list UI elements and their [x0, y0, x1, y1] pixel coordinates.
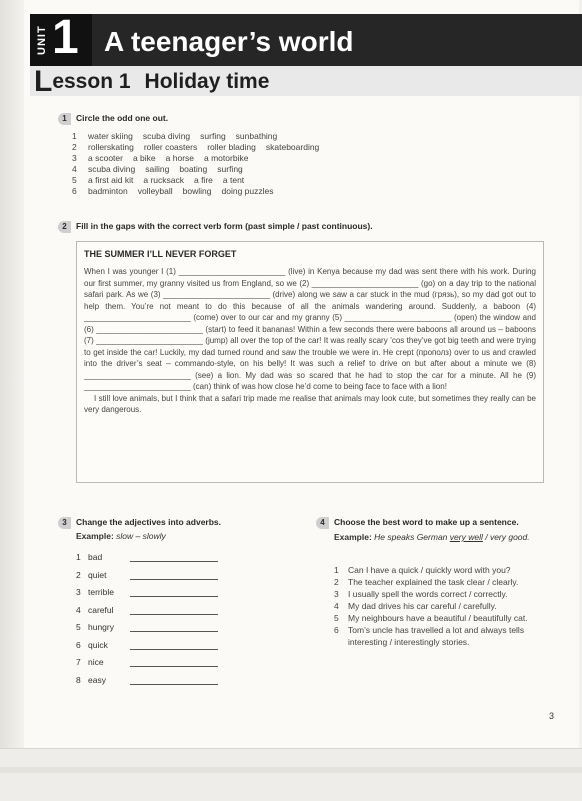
story-paragraph: When I was younger I (1) ________________________ (live) in Kenya because my dad was sent there with his work. During our first summer, my granny visited us from England, so we (2) ________________________ (go) on a day trip to the national safari park. As we (3) ________________________ (drive) along we saw a car stuck in the mud (грязь), so my dad got out to help them. You’re not meant to do this because of all the animals wandering around. Suddenly, a baboon (4) ________________________ (come) over to our car and my granny (5) ________________________ (open) the window and (6) ________________________ (start) to feed it bananas! Within a few seconds there were baboons all around us – baboons (7) ________________________ (jump) all over the top of the car! It was really scary ’cos they’ve got big teeth and were trying to get inside the car! Luckily, my dad turned round and saw the trouble we were in. He crept (прополз) over to us and crawled into the driver’s seat – commando-style, on his belly! It was such a relief to drive on but after about a minute we (8) ________________________ (see) a lion. My dad was so scared that he had to stop the car for a minute. All he (9) ________________________ (can) think of was how close he’d come to being face to face with a lion! — [84, 267, 536, 391]
adverb-item — [76, 621, 114, 633]
page-number: 3 — [549, 711, 555, 721]
word-option[interactable]: skateboarding — [265, 142, 320, 152]
answer-line[interactable] — [130, 684, 218, 685]
odd-one-out-row — [72, 186, 329, 197]
example-text: slow – slowly — [116, 531, 166, 541]
word-option[interactable]: a fire — [193, 175, 213, 185]
odd-one-out-row — [72, 175, 329, 186]
adjective: easy — [88, 674, 106, 685]
row-number: 4 — [72, 164, 77, 174]
unit-title: A teenager’s world — [104, 26, 354, 57]
odd-one-out-row — [72, 142, 329, 153]
adjective: nice — [88, 657, 104, 667]
adverb-item — [76, 551, 102, 563]
row-number: 3 — [72, 153, 77, 163]
story-paragraph: I still love animals, but I think that a safari trip made me realise that animals may look cute, but sometimes they really can be very dangerous. — [84, 393, 536, 414]
exercise-instruction: Choose the best word to make up a sentence. — [334, 517, 519, 527]
item-number: 8 — [76, 674, 81, 685]
item-number: 3 — [76, 587, 81, 597]
row-number: 2 — [72, 142, 77, 152]
answer-line[interactable] — [130, 631, 218, 632]
exercise-3-heading — [58, 516, 221, 529]
word-option[interactable]: surfing — [200, 131, 226, 141]
item-number: 3 — [334, 589, 339, 599]
sentence-text[interactable]: My dad drives his car careful / carefully. — [348, 601, 497, 611]
word-option[interactable]: roller coasters — [143, 142, 198, 152]
adverb-item — [76, 586, 114, 598]
item-number: 5 — [76, 622, 81, 632]
item-number: 2 — [76, 569, 81, 580]
word-option[interactable]: a rucksack — [143, 175, 184, 185]
adjective: quiet — [88, 569, 107, 580]
word-option[interactable]: rollerskating — [88, 142, 134, 152]
adverb-item — [76, 569, 106, 581]
answer-line[interactable] — [130, 579, 218, 580]
word-option[interactable]: doing puzzles — [221, 186, 274, 196]
sentence-item — [334, 612, 548, 624]
adjective: hungry — [88, 622, 114, 632]
word-option[interactable]: a first aid kit — [88, 175, 134, 185]
page-bottom-edge — [0, 748, 582, 801]
example-prefix: He speaks German — [374, 532, 448, 542]
answer-line[interactable] — [130, 614, 218, 615]
sentence-item — [334, 576, 548, 588]
word-option[interactable]: a scooter — [88, 153, 123, 163]
adjective: terrible — [88, 587, 114, 597]
answer-line[interactable] — [130, 666, 218, 667]
word-option[interactable]: a bike — [132, 153, 156, 163]
lesson-initial: L — [34, 65, 53, 98]
adverb-item — [76, 604, 114, 616]
word-option[interactable]: sunbathing — [235, 131, 278, 141]
word-option[interactable]: surfing — [217, 164, 243, 174]
word-option[interactable]: badminton — [88, 186, 128, 196]
sentence-text[interactable]: Tom’s uncle has travelled a lot and always tells interesting / interestingly stories. — [348, 625, 525, 647]
item-number: 4 — [334, 601, 339, 611]
item-number: 6 — [76, 639, 81, 650]
item-number: 5 — [334, 613, 339, 623]
example-label: Example: — [334, 532, 372, 542]
lesson-heading — [34, 65, 270, 98]
item-number: 7 — [76, 657, 81, 667]
word-choice-list — [334, 564, 548, 648]
adjective: careful — [88, 604, 114, 615]
exercise-3-example — [76, 531, 166, 541]
answer-line[interactable] — [130, 561, 218, 562]
exercise-4-example — [334, 531, 544, 543]
exercise-number: 2 — [58, 221, 71, 233]
unit-label: UNIT — [36, 25, 48, 55]
row-number: 1 — [72, 131, 77, 141]
word-option[interactable]: a horse — [165, 153, 195, 163]
answer-line[interactable] — [130, 649, 218, 650]
answer-line[interactable] — [130, 596, 218, 597]
item-number: 2 — [334, 577, 339, 587]
page-gutter — [0, 0, 24, 800]
word-option[interactable]: boating — [179, 164, 208, 174]
sentence-item — [334, 624, 548, 648]
sentence-text[interactable]: Can I have a quick / quickly word with you? — [348, 565, 511, 575]
exercise-4-heading — [316, 516, 519, 529]
odd-one-out-row — [72, 153, 329, 164]
lesson-title: Holiday time — [144, 70, 270, 93]
row-number: 5 — [72, 175, 77, 185]
sentence-item — [334, 564, 548, 576]
exercise-instruction: Circle the odd one out. — [76, 113, 169, 123]
sentence-text[interactable]: My neighbours have a beautiful / beautifully cat. — [348, 613, 528, 623]
sentence-text[interactable]: The teacher explained the task clear / clearly. — [348, 577, 519, 587]
word-option[interactable]: sailing — [145, 164, 170, 174]
odd-one-out-row — [72, 164, 329, 175]
adjective: bad — [88, 552, 103, 562]
exercise-number: 4 — [316, 517, 329, 529]
word-option[interactable]: scuba diving — [142, 131, 191, 141]
adverb-item — [76, 674, 106, 686]
story-title: THE SUMMER I’LL NEVER FORGET — [84, 249, 237, 259]
word-option[interactable]: bowling — [182, 186, 212, 196]
story-text — [84, 266, 536, 416]
unit-number: 1 — [52, 11, 79, 64]
item-number: 6 — [334, 625, 339, 635]
example-correct-choice: very well — [449, 532, 483, 542]
exercise-1-heading — [58, 112, 168, 125]
example-wrong-choice: very good. — [489, 532, 530, 542]
item-number: 4 — [76, 604, 81, 615]
example-separator: / — [482, 532, 490, 542]
exercise-instruction: Fill in the gaps with the correct verb form (past simple / past continuous). — [76, 221, 373, 231]
sentence-text[interactable]: I usually spell the words correct / correctly. — [348, 589, 508, 599]
odd-one-out-list — [72, 131, 329, 197]
word-option[interactable]: scuba diving — [88, 164, 136, 174]
row-number: 6 — [72, 186, 77, 196]
lesson-number: esson 1 — [52, 70, 131, 93]
item-number: 1 — [334, 565, 339, 575]
adjective: quick — [88, 639, 108, 650]
example-label: Example: — [76, 531, 114, 541]
word-option[interactable]: water skiing — [88, 131, 133, 141]
item-number: 1 — [76, 552, 81, 562]
sentence-item — [334, 600, 548, 612]
exercise-2-heading — [58, 220, 373, 233]
sentence-item — [334, 588, 548, 600]
exercise-instruction: Change the adjectives into adverbs. — [76, 517, 222, 527]
word-option[interactable]: volleyball — [137, 186, 173, 196]
word-option[interactable]: a tent — [222, 175, 245, 185]
odd-one-out-row — [72, 131, 329, 142]
word-option[interactable]: a motorbike — [204, 153, 249, 163]
word-option[interactable]: roller blading — [207, 142, 256, 152]
exercise-number: 3 — [58, 517, 71, 529]
adverb-item — [76, 639, 108, 651]
exercise-number: 1 — [58, 113, 71, 125]
adverb-item — [76, 656, 104, 668]
